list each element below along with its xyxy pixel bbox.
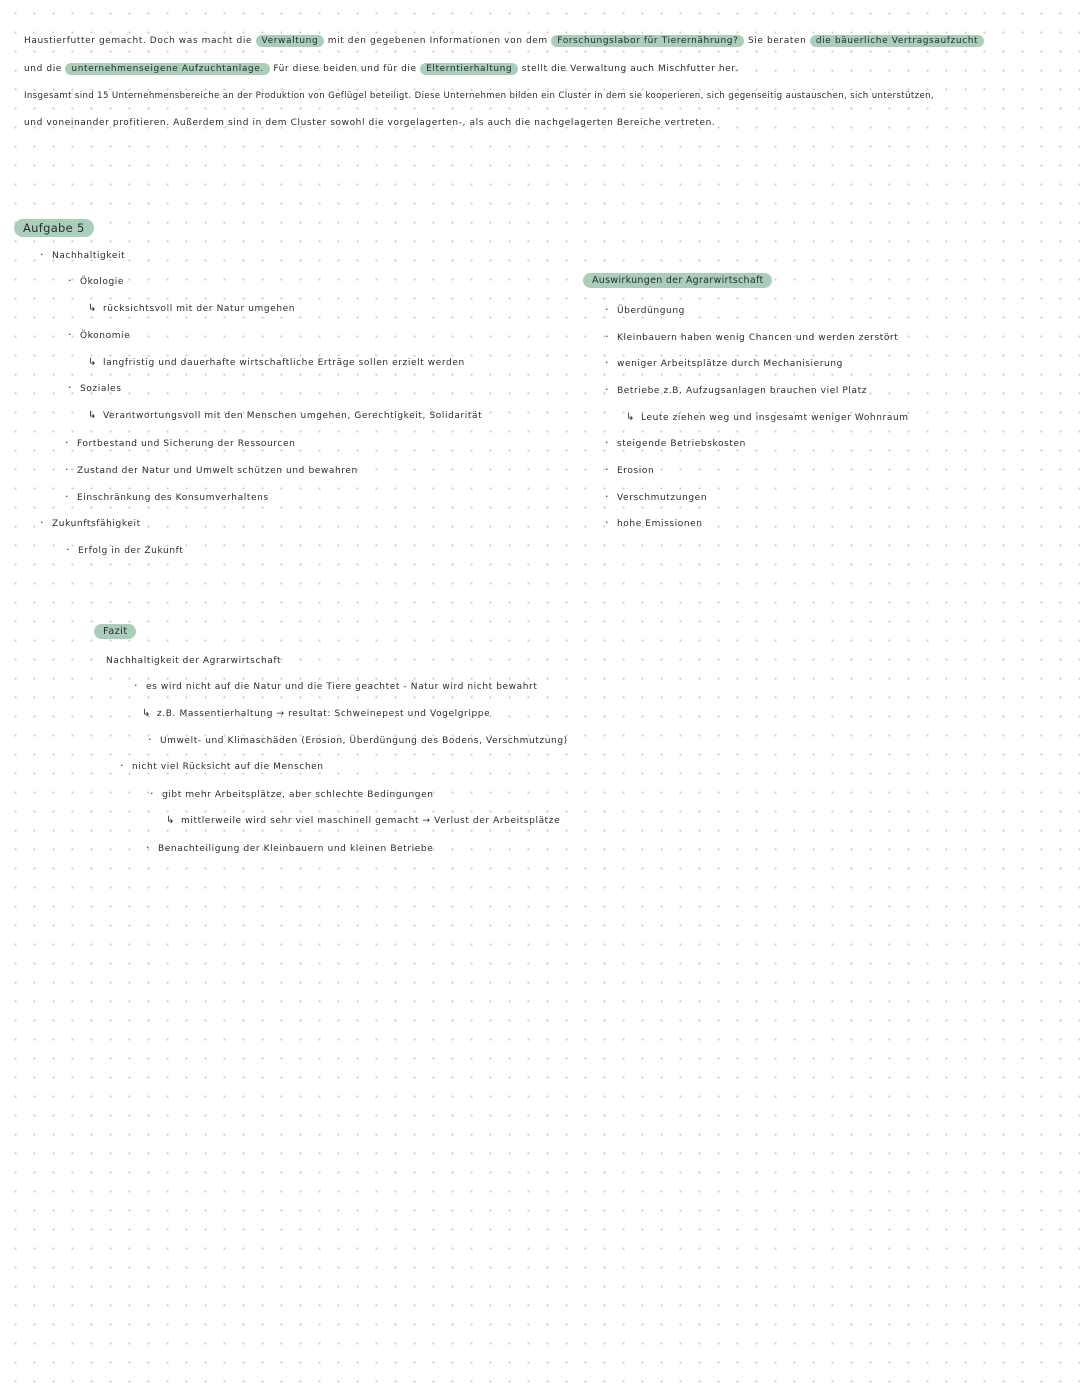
- auswirkung-item: · Betriebe z.B. Aufzugsanlagen brauchen viel Platz: [617, 384, 867, 398]
- auswirkung-item: · steigende Betriebskosten: [617, 437, 746, 451]
- highlight-vertragsaufzucht: die bäuerliche Vertragsaufzucht: [810, 35, 984, 47]
- aufgabe-item: · Einschränkung des Konsumverhaltens: [77, 491, 269, 505]
- fazit-item: · Benachteiligung der Kleinbauern und kleinen Betriebe: [158, 842, 433, 856]
- highlight-aufzuchtanlage: unternehmenseigene Aufzuchtanlage.: [65, 63, 269, 75]
- intro-line-3: Insgesamt sind 15 Unternehmensbereiche an der Produktion von Geflügel beteiligt. Diese Unternehmen bilden ein Cluster in dem sie kooperieren, sich gegenseitig austauschen, sich unterstützen,: [24, 91, 934, 101]
- auswirkung-item: · Überdüngung: [617, 304, 685, 318]
- auswirkung-item: · Verschmutzungen: [617, 491, 707, 505]
- soziales-sub: [88, 409, 482, 423]
- auswirkung-item: · hohe Emissionen: [617, 517, 703, 531]
- aufgabe-heading: Aufgabe 5: [14, 219, 94, 237]
- arrow-icon: ↳: [626, 412, 635, 423]
- intro-text: Haustierfutter gemacht. Doch was macht die: [24, 36, 253, 46]
- aufgabe-item: · Fortbestand und Sicherung der Ressourcen: [77, 437, 295, 451]
- oekologie-sub: [88, 302, 295, 316]
- nachhaltigkeit-item: · Nachhaltigkeit: [52, 249, 125, 263]
- fazit-item: · es wird nicht auf die Natur und die Tiere geachtet - Natur wird nicht bewahrt: [146, 680, 537, 694]
- highlight-forschungslabor: Forschungslabor für Tierernährung?: [551, 35, 744, 47]
- intro-text: stellt die Verwaltung auch Mischfutter her.: [521, 64, 739, 74]
- intro-line-1: [24, 34, 984, 48]
- intro-line-2: [24, 62, 738, 76]
- oekologie-sub-text: rücksichtsvoll mit der Natur umgehen: [102, 304, 296, 314]
- oekonomie-sub: [88, 356, 465, 370]
- fazit-sub: [166, 814, 560, 828]
- fazit-subheading: Nachhaltigkeit der Agrarwirtschaft: [106, 656, 282, 666]
- auswirkung-sub: [626, 411, 909, 425]
- aufgabe-item: · Zustand der Natur und Umwelt schützen und bewahren: [77, 464, 358, 478]
- oekonomie-sub-text: langfristig und dauerhafte wirtschaftliche Erträge sollen erzielt werden: [102, 358, 465, 368]
- fazit-item: · Umwelt- und Klimaschäden (Erosion, Überdüngung des Bodens, Verschmutzung): [160, 734, 568, 748]
- auswirkung-item: · weniger Arbeitsplätze durch Mechanisierung: [617, 357, 843, 371]
- fazit-heading: Fazit: [94, 624, 136, 639]
- fazit-sub-text: z.B. Massentierhaltung → resultat: Schweinepest und Vogelgrippe: [156, 709, 491, 719]
- fazit-item: · nicht viel Rücksicht auf die Menschen: [132, 760, 324, 774]
- arrow-icon: ↳: [88, 303, 97, 314]
- highlight-elterntierhaltung: Elterntierhaltung: [420, 63, 518, 75]
- fazit-item: · gibt mehr Arbeitsplätze, aber schlechte Bedingungen: [162, 788, 434, 802]
- soziales-sub-text: Verantwortungsvoll mit den Menschen umgehen, Gerechtigkeit, Solidarität: [102, 411, 483, 421]
- fazit-sub: [142, 707, 490, 721]
- intro-text: Für diese beiden und für die: [273, 64, 417, 74]
- soziales-item: · Soziales: [80, 382, 122, 396]
- intro-text: und die: [24, 64, 62, 74]
- oekonomie-item: · Ökonomie: [80, 329, 130, 343]
- intro-line-4: und voneinander profitieren. Außerdem sind in dem Cluster sowohl die vorgelagerten-, als auch die nachgelagerten Bereiche vertreten.: [24, 118, 716, 128]
- zukunft-item: · Zukunftsfähigkeit: [52, 517, 141, 531]
- auswirkung-item: · Kleinbauern haben wenig Chancen und werden zerstört: [617, 331, 898, 345]
- fazit-sub-text: mittlerweile wird sehr viel maschinell gemacht → Verlust der Arbeitsplätze: [180, 816, 561, 826]
- intro-text: mit den gegebenen Informationen von dem: [327, 36, 548, 46]
- arrow-icon: ↳: [88, 410, 97, 421]
- oekologie-item: · Ökologie: [80, 275, 124, 289]
- auswirkung-sub-text: Leute ziehen weg und insgesamt weniger Wohnraum: [640, 413, 909, 423]
- highlight-verwaltung: Verwaltung: [256, 35, 325, 47]
- arrow-icon: ↳: [166, 815, 175, 826]
- arrow-icon: ↳: [88, 357, 97, 368]
- auswirkungen-heading: Auswirkungen der Agrarwirtschaft: [583, 273, 772, 288]
- intro-text: Sie beraten: [747, 36, 807, 46]
- zukunft-sub: · Erfolg in der Zukunft: [78, 544, 183, 558]
- arrow-icon: ↳: [142, 708, 151, 719]
- auswirkung-item: · Erosion: [617, 464, 654, 478]
